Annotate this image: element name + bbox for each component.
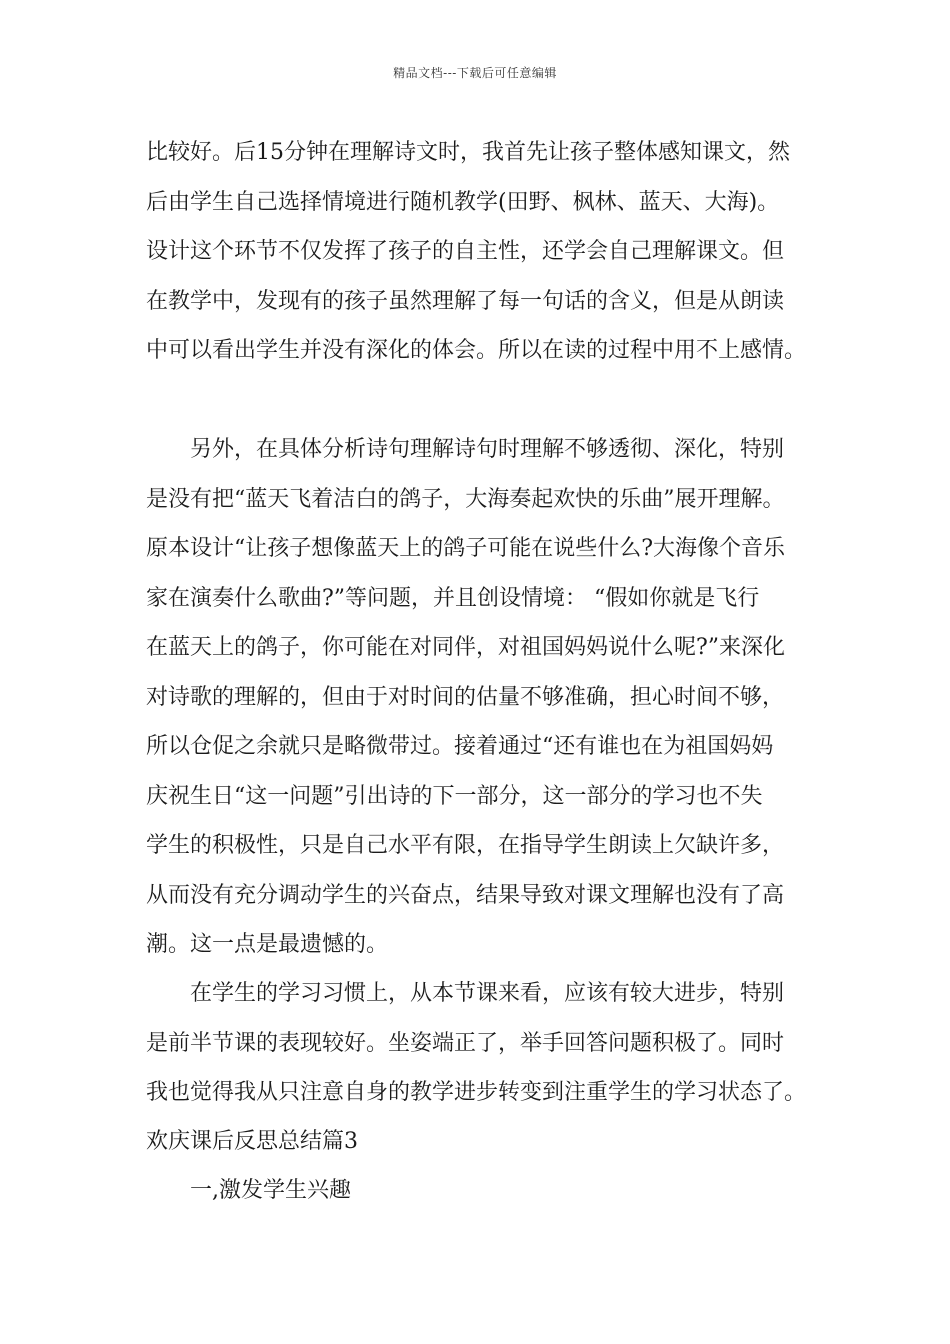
subsection-heading (146, 1166, 826, 1216)
text-line: 中可以看出学生并没有深化的体会。所以在读的过程中用不上感情。 (146, 338, 807, 363)
text-line: 原本设计“让孩子想像蓝天上的鸽子可能在说些什么?大海像个音乐 (146, 536, 786, 561)
text-line: 是前半节课的表现较好。坐姿端正了，举手回答问题积极了。同时 (146, 1030, 785, 1056)
text-line: 庆祝生日“这一问题”引出诗的下一部分，这一部分的学习也不失 (146, 783, 763, 809)
text-line: 后由学生自己选择情境进行随机教学(田野、枫林、蓝天、大海)。 (146, 189, 780, 215)
text-line: 对诗歌的理解的，但由于对时间的估量不够准确，担心时间不够， (146, 684, 785, 710)
text-line: 学生的积极性，只是自己水平有限，在指导学生朗读上欠缺许多， (146, 833, 785, 858)
paragraph-1 (146, 128, 826, 376)
text-line: 我也觉得我从只注意自身的教学进步转变到注重学生的学习状态了。 (146, 1080, 807, 1105)
heading-line: 欢庆课后反思总结篇3 (146, 1129, 358, 1154)
text-line: 设计这个环节不仅发挥了孩子的自主性，还学会自己理解课文。但 (146, 239, 785, 264)
text-line: 另外，在具体分析诗句理解诗句时理解不够透彻、深化，特别 (190, 437, 785, 462)
text-line: 从而没有充分调动学生的兴奋点，结果导致对课文理解也没有了高 (146, 882, 785, 908)
text-line: 在教学中，发现有的孩子虽然理解了每一句话的含义，但是从朗读 (146, 288, 785, 314)
section-heading (146, 1117, 826, 1167)
text-line: 家在演奏什么歌曲?”等问题，并且创设情境： “假如你就是飞行 (146, 585, 760, 611)
heading-line: 一,激发学生兴趣 (190, 1178, 351, 1203)
text-line: 比较好。后15分钟在理解诗文时，我首先让孩子整体感知课文，然 (146, 140, 790, 165)
text-line: 在蓝天上的鸽子，你可能在对同伴，对祖国妈妈说什么呢?”来深化 (146, 635, 786, 660)
paragraph-2 (146, 425, 826, 970)
page-header: 精品文档---下载后可任意编辑 (393, 66, 557, 80)
paragraph-3 (146, 969, 826, 1118)
text-line: 是没有把“蓝天飞着洁白的鸽子，大海奏起欢快的乐曲”展开理解。 (146, 486, 785, 512)
text-line: 所以仓促之余就只是略微带过。接着通过“还有谁也在为祖国妈妈 (146, 734, 774, 759)
text-line: 在学生的学习习惯上，从本节课来看，应该有较大进步，特别 (190, 981, 785, 1006)
text-line: 潮。这一点是最遗憾的。 (146, 932, 389, 957)
